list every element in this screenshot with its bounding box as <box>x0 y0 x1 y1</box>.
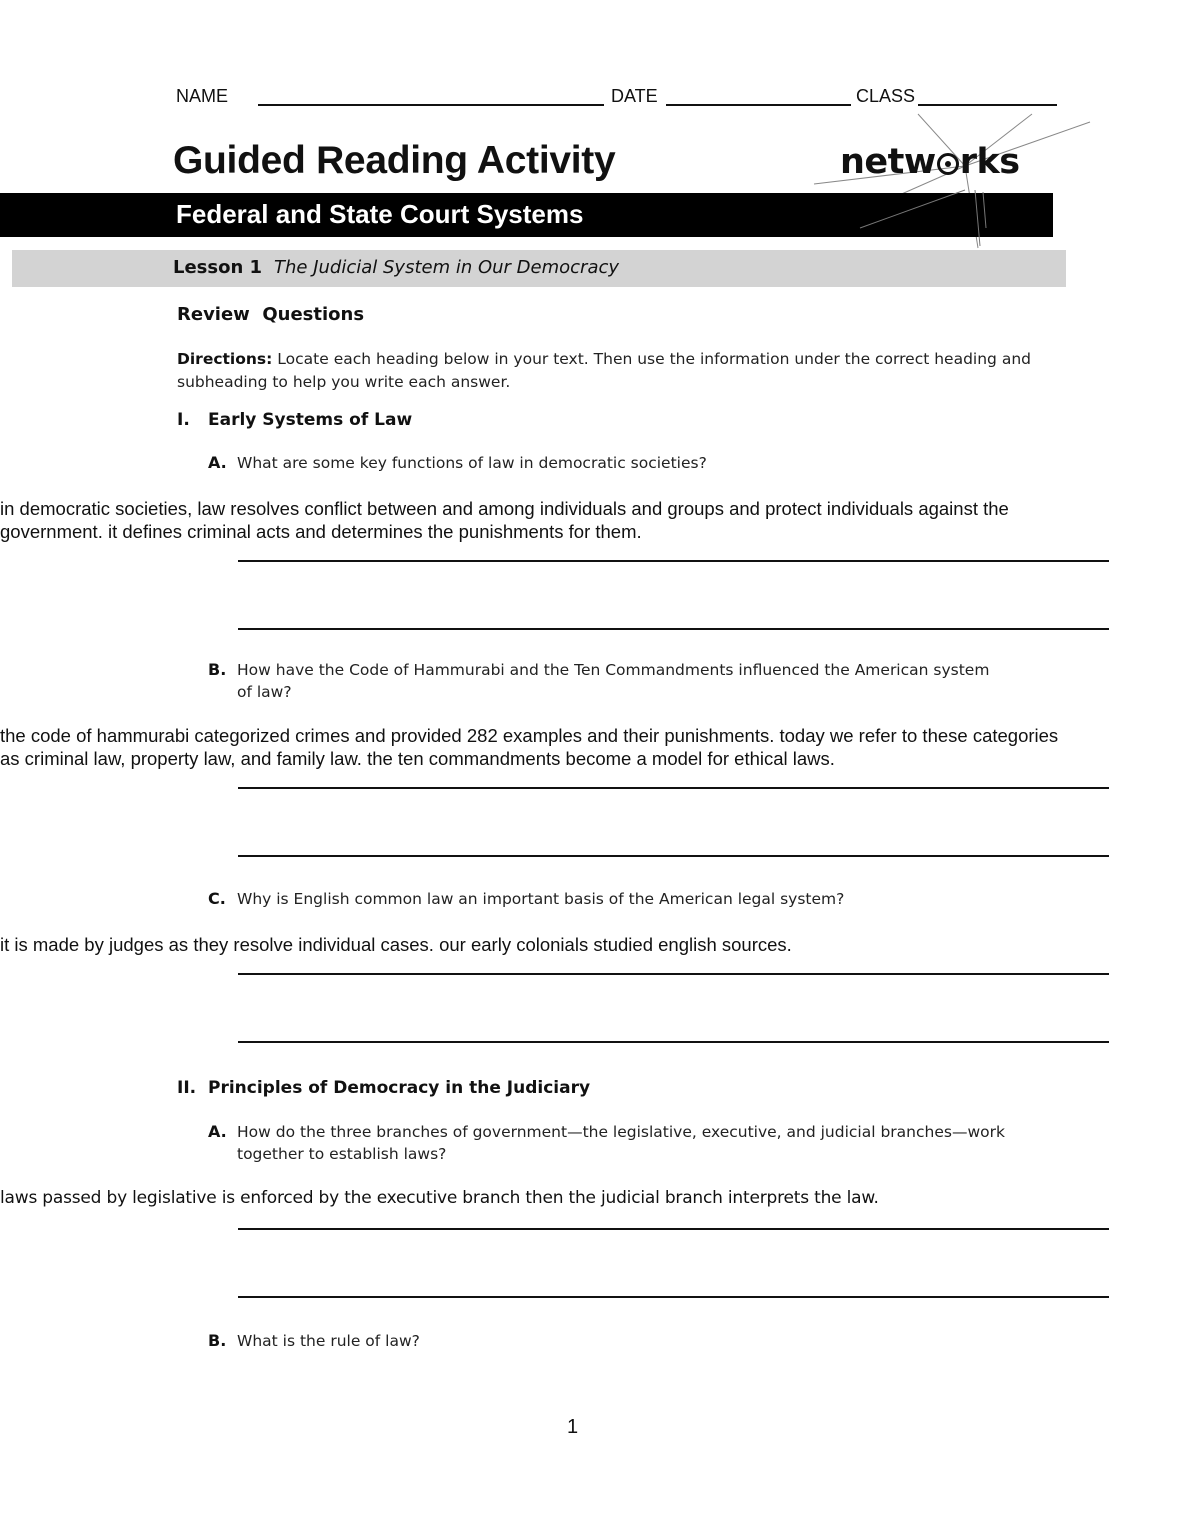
answer-rule <box>238 855 1109 857</box>
question-text-line: together to establish laws? <box>237 1145 447 1163</box>
question-letter: B. <box>208 660 227 679</box>
topic-title: Federal and State Court Systems <box>176 199 584 229</box>
question-text-line: of law? <box>237 683 292 701</box>
logo-o-icon <box>937 153 959 175</box>
networks-logo <box>840 142 1020 182</box>
date-field[interactable] <box>666 104 851 106</box>
question-text-line: How do the three branches of government—the legislative, executive, and judicial branches—work <box>237 1123 1005 1141</box>
page-title: Guided Reading Activity <box>173 139 616 182</box>
page-number: 1 <box>567 1416 579 1438</box>
answer-line[interactable]: as criminal law, property law, and family law. the ten commandments become a model for ethical laws. <box>0 748 835 769</box>
answer-line[interactable]: the code of hammurabi categorized crimes and provided 282 examples and their punishments. today we refer to these categories <box>0 725 1059 746</box>
name-field[interactable] <box>258 104 604 106</box>
directions-text: Locate each heading below in your text. Then use the information under the correct heading and subheading to help you write each answer. <box>177 350 1031 391</box>
part-heading: Early Systems of Law <box>208 410 413 430</box>
question-text: Why is English common law an important basis of the American legal system? <box>237 890 845 908</box>
date-label: DATE <box>611 86 658 106</box>
answer-line[interactable]: laws passed by legislative is enforced by the executive branch then the judicial branch interprets the law. <box>0 1188 879 1208</box>
directions-label: Directions: <box>177 350 273 368</box>
question-letter: A. <box>208 1122 227 1141</box>
logo-text-start: netw <box>840 142 936 182</box>
class-label: CLASS <box>856 86 916 106</box>
question-letter: B. <box>208 1331 227 1350</box>
answer-rule <box>238 628 1109 630</box>
answer-rule <box>238 560 1109 562</box>
question-text: What is the rule of law? <box>237 1332 420 1350</box>
part-numeral: I. <box>177 410 190 430</box>
lesson-label: Lesson 1 <box>173 257 263 278</box>
lesson-title: The Judicial System in Our Democracy <box>274 257 620 278</box>
logo-text-end: rks <box>959 142 1020 182</box>
question-letter: C. <box>208 889 226 908</box>
part-numeral: II. <box>177 1078 197 1098</box>
answer-rule <box>238 1228 1109 1230</box>
answer-line[interactable]: in democratic societies, law resolves conflict between and among individuals and groups and protect individuals against the <box>0 498 1009 519</box>
lesson-banner <box>12 250 1066 287</box>
name-label: NAME <box>176 86 229 106</box>
class-field[interactable] <box>918 104 1057 106</box>
answer-rule <box>238 973 1109 975</box>
banner-rays-graphic <box>850 180 1000 250</box>
question-letter: A. <box>208 453 227 472</box>
question-text-line: How have the Code of Hammurabi and the Ten Commandments influenced the American system <box>237 661 990 679</box>
answer-line[interactable]: it is made by judges as they resolve individual cases. our early colonials studied english sources. <box>0 934 792 955</box>
answer-rule <box>238 1296 1109 1298</box>
question-text: What are some key functions of law in democratic societies? <box>237 454 707 472</box>
section-title: Review Questions <box>177 304 365 325</box>
answer-rule <box>238 1041 1109 1043</box>
answer-rule <box>238 787 1109 789</box>
answer-line[interactable]: government. it defines criminal acts and determines the punishments for them. <box>0 521 642 542</box>
part-heading: Principles of Democracy in the Judiciary <box>208 1078 591 1098</box>
directions <box>177 348 1057 394</box>
